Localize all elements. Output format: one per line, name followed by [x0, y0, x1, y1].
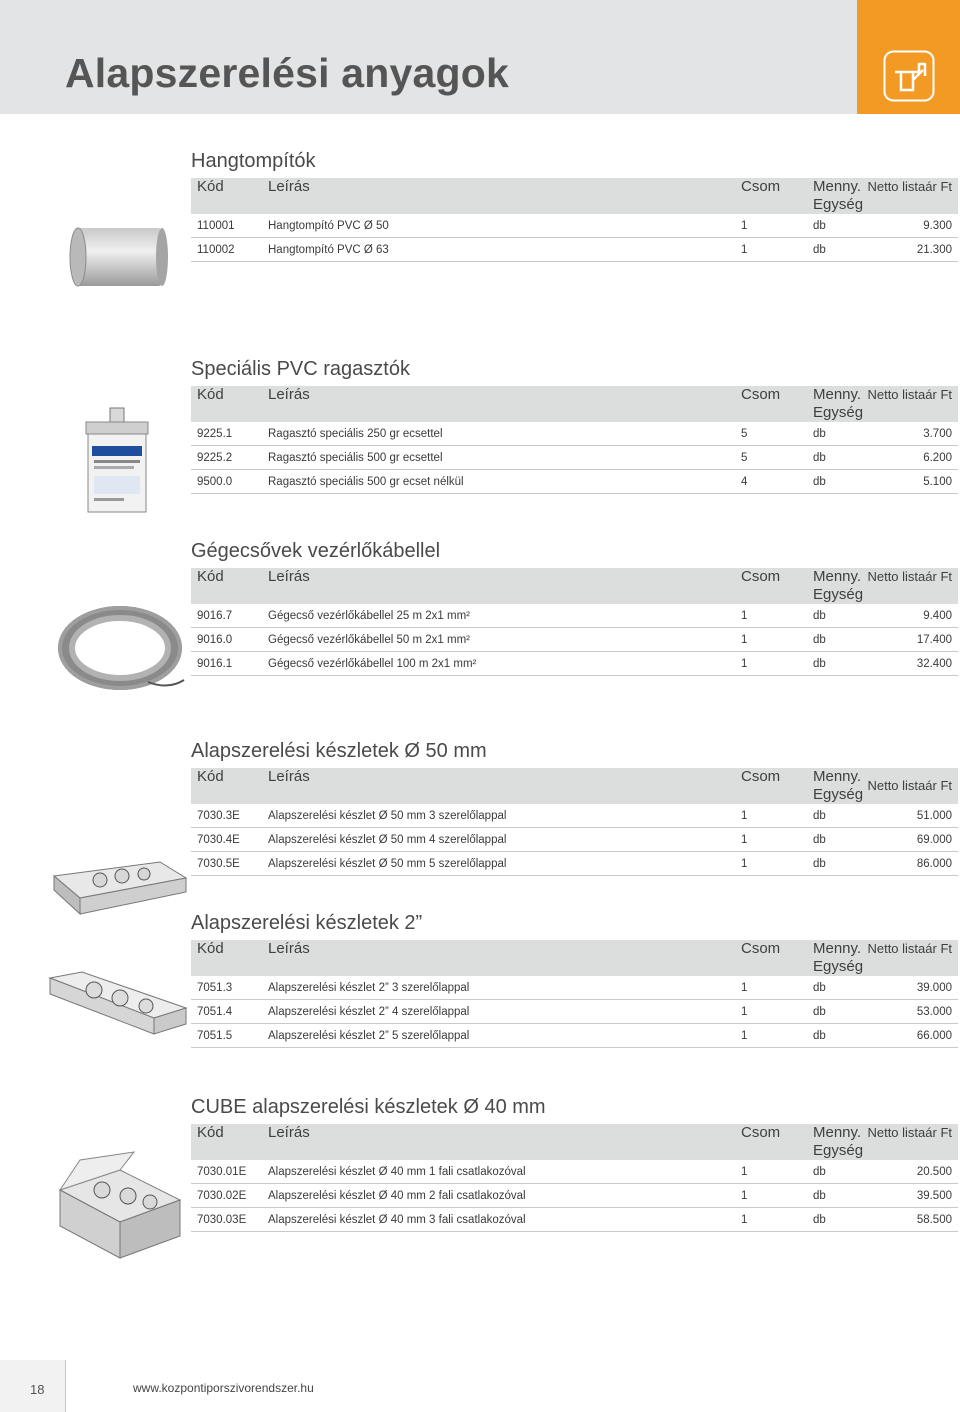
cell-leiras: Alapszerelési készlet Ø 50 mm 5 szerelőlappal — [268, 858, 507, 870]
category-tab — [857, 0, 960, 114]
col-csom: Csom — [741, 940, 781, 957]
col-leiras: Leírás — [268, 386, 310, 403]
cell-ar: 21.300 — [916, 244, 952, 256]
cell-leiras: Alapszerelési készlet Ø 40 mm 1 fali csatlakozóval — [268, 1166, 526, 1178]
cell-menny: db — [813, 634, 826, 646]
cell-csom: 1 — [741, 810, 748, 822]
col-leiras: Leírás — [268, 568, 310, 585]
table-row — [191, 804, 958, 828]
cell-ar: 86.000 — [916, 858, 952, 870]
table-header — [191, 940, 958, 976]
col-leiras: Leírás — [268, 178, 310, 195]
table-row — [191, 238, 958, 262]
col-csom: Csom — [741, 1124, 781, 1141]
cell-leiras: Alapszerelési készlet Ø 40 mm 2 fali csatlakozóval — [268, 1190, 526, 1202]
cell-menny: db — [813, 244, 826, 256]
cell-csom: 1 — [741, 858, 748, 870]
col-menny: Menny. Egység — [813, 1124, 864, 1159]
col-csom: Csom — [741, 178, 781, 195]
col-menny: Menny. Egység — [813, 568, 864, 603]
cell-ar: 9.300 — [923, 220, 952, 232]
col-leiras: Leírás — [268, 940, 310, 957]
table-row — [191, 1208, 958, 1232]
cell-menny: db — [813, 1166, 826, 1178]
cell-ar: 58.500 — [916, 1214, 952, 1226]
col-leiras: Leírás — [268, 1124, 310, 1141]
cell-csom: 1 — [741, 610, 748, 622]
table-row — [191, 422, 958, 446]
cell-kod: 110002 — [197, 244, 235, 256]
table-row — [191, 1024, 958, 1048]
cell-menny: db — [813, 858, 826, 870]
col-kod: Kód — [197, 386, 224, 403]
table-row — [191, 1160, 958, 1184]
table-row — [191, 628, 958, 652]
cell-kod: 9500.0 — [197, 476, 233, 488]
section-title: Speciális PVC ragasztók — [191, 358, 410, 380]
cell-csom: 5 — [741, 428, 748, 440]
col-csom: Csom — [741, 768, 781, 785]
cell-kod: 7030.01E — [197, 1166, 247, 1178]
col-menny: Menny. Egység — [813, 940, 864, 975]
cell-csom: 4 — [741, 476, 748, 488]
section-title: Gégecsővek vezérlőkábellel — [191, 540, 441, 562]
cell-kod: 7030.4E — [197, 834, 240, 846]
cell-ar: 69.000 — [916, 834, 952, 846]
cell-kod: 7030.3E — [197, 810, 240, 822]
cell-menny: db — [813, 982, 826, 994]
cell-csom: 1 — [741, 1030, 748, 1042]
col-ar: Netto listaár Ft — [867, 179, 952, 194]
cell-leiras: Alapszerelési készlet 2” 5 szerelőlappal — [268, 1030, 470, 1042]
cell-csom: 1 — [741, 658, 748, 670]
cell-ar: 53.000 — [916, 1006, 952, 1018]
table-row — [191, 976, 958, 1000]
col-ar: Netto listaár Ft — [867, 778, 952, 793]
cell-ar: 39.000 — [916, 982, 952, 994]
table-row — [191, 852, 958, 876]
cell-menny: db — [813, 1190, 826, 1202]
installation-kit-box-icon — [46, 968, 192, 1038]
section-keszletek-2in — [191, 912, 958, 1048]
col-kod: Kód — [197, 768, 224, 785]
col-csom: Csom — [741, 568, 781, 585]
table-header — [191, 386, 958, 422]
cell-csom: 1 — [741, 244, 748, 256]
cell-csom: 1 — [741, 634, 748, 646]
col-ar: Netto listaár Ft — [867, 569, 952, 584]
col-leiras: Leírás — [268, 768, 310, 785]
col-ar: Netto listaár Ft — [867, 1125, 952, 1140]
cell-kod: 7051.5 — [197, 1030, 233, 1042]
table-header — [191, 768, 958, 804]
col-kod: Kód — [197, 940, 224, 957]
col-kod: Kód — [197, 1124, 224, 1141]
cell-kod: 7030.03E — [197, 1214, 247, 1226]
footer-divider — [65, 1360, 66, 1412]
cell-kod: 9016.1 — [197, 658, 233, 670]
cell-kod: 9225.1 — [197, 428, 233, 440]
cell-kod: 7030.02E — [197, 1190, 247, 1202]
table-row — [191, 604, 958, 628]
cell-leiras: Alapszerelési készlet Ø 50 mm 3 szerelőlappal — [268, 810, 507, 822]
col-menny: Menny. Egység — [813, 178, 864, 213]
cell-csom: 1 — [741, 834, 748, 846]
table-row — [191, 652, 958, 676]
cube-kit-box-icon — [50, 1150, 190, 1262]
cell-leiras: Alapszerelési készlet 2” 3 szerelőlappal — [268, 982, 470, 994]
cell-menny: db — [813, 428, 826, 440]
cell-leiras: Ragasztó speciális 250 gr ecsettel — [268, 428, 443, 440]
table-header — [191, 568, 958, 604]
cell-ar: 32.400 — [916, 658, 952, 670]
cell-ar: 66.000 — [916, 1030, 952, 1042]
cell-csom: 1 — [741, 982, 748, 994]
cell-menny: db — [813, 1006, 826, 1018]
table-row — [191, 214, 958, 238]
silencer-pipe-icon — [66, 222, 170, 292]
cell-ar: 39.500 — [916, 1190, 952, 1202]
cell-leiras: Alapszerelési készlet Ø 50 mm 4 szerelőlappal — [268, 834, 507, 846]
footer-url-link[interactable]: www.kozpontiporszivorendszer.hu — [133, 1381, 314, 1395]
cell-leiras: Gégecső vezérlőkábellel 50 m 2x1 mm² — [268, 634, 470, 646]
cell-csom: 1 — [741, 1190, 748, 1202]
cell-ar: 5.100 — [923, 476, 952, 488]
cell-leiras: Gégecső vezérlőkábellel 100 m 2x1 mm² — [268, 658, 477, 670]
table-header — [191, 1124, 958, 1160]
cell-menny: db — [813, 1030, 826, 1042]
col-menny: Menny. Egység — [813, 386, 864, 421]
cell-csom: 5 — [741, 452, 748, 464]
cell-csom: 1 — [741, 1214, 748, 1226]
col-kod: Kód — [197, 178, 224, 195]
table-row — [191, 1000, 958, 1024]
cell-ar: 51.000 — [916, 810, 952, 822]
coiled-hose-icon — [58, 600, 188, 695]
pipe-fitting-icon — [883, 50, 935, 102]
cell-menny: db — [813, 810, 826, 822]
section-keszletek-50mm — [191, 740, 958, 876]
cell-kod: 9225.2 — [197, 452, 233, 464]
cell-kod: 9016.7 — [197, 610, 233, 622]
col-menny: Menny. Egység — [813, 768, 864, 803]
table-row — [191, 446, 958, 470]
cell-leiras: Hangtompító PVC Ø 63 — [268, 244, 389, 256]
cell-ar: 17.400 — [916, 634, 952, 646]
section-cube-keszletek — [191, 1096, 958, 1232]
cell-menny: db — [813, 658, 826, 670]
page-number: 18 — [30, 1382, 45, 1397]
cell-kod: 7051.3 — [197, 982, 233, 994]
section-title: Alapszerelési készletek 2” — [191, 912, 423, 934]
cell-ar: 3.700 — [923, 428, 952, 440]
cell-leiras: Alapszerelési készlet 2” 4 szerelőlappal — [268, 1006, 470, 1018]
cell-ar: 20.500 — [916, 1166, 952, 1178]
table-row — [191, 1184, 958, 1208]
cell-leiras: Alapszerelési készlet Ø 40 mm 3 fali csatlakozóval — [268, 1214, 526, 1226]
cell-menny: db — [813, 452, 826, 464]
cell-leiras: Hangtompító PVC Ø 50 — [268, 220, 389, 232]
cell-menny: db — [813, 834, 826, 846]
col-kod: Kód — [197, 568, 224, 585]
table-row — [191, 828, 958, 852]
section-title: CUBE alapszerelési készletek Ø 40 mm — [191, 1096, 546, 1118]
cell-menny: db — [813, 610, 826, 622]
section-gegecsovek — [191, 540, 958, 676]
table-row — [191, 470, 958, 494]
installation-kit-box-icon — [50, 858, 190, 920]
cell-leiras: Ragasztó speciális 500 gr ecset nélkül — [268, 476, 464, 488]
cell-menny: db — [813, 220, 826, 232]
cell-ar: 6.200 — [923, 452, 952, 464]
section-hangtompitok — [191, 150, 958, 262]
glue-can-icon — [82, 406, 152, 516]
cell-kod: 9016.0 — [197, 634, 233, 646]
section-pvc-ragasztok — [191, 358, 958, 494]
col-csom: Csom — [741, 386, 781, 403]
cell-leiras: Ragasztó speciális 500 gr ecsettel — [268, 452, 443, 464]
cell-kod: 7030.5E — [197, 858, 240, 870]
cell-kod: 110001 — [197, 220, 235, 232]
cell-leiras: Gégecső vezérlőkábellel 25 m 2x1 mm² — [268, 610, 470, 622]
page-title: Alapszerelési anyagok — [65, 50, 510, 96]
cell-kod: 7051.4 — [197, 1006, 233, 1018]
cell-csom: 1 — [741, 1006, 748, 1018]
cell-menny: db — [813, 476, 826, 488]
cell-menny: db — [813, 1214, 826, 1226]
table-header — [191, 178, 958, 214]
col-ar: Netto listaár Ft — [867, 941, 952, 956]
cell-csom: 1 — [741, 220, 748, 232]
cell-ar: 9.400 — [923, 610, 952, 622]
cell-csom: 1 — [741, 1166, 748, 1178]
col-ar: Netto listaár Ft — [867, 387, 952, 402]
section-title: Hangtompítók — [191, 150, 316, 172]
section-title: Alapszerelési készletek Ø 50 mm — [191, 740, 487, 762]
